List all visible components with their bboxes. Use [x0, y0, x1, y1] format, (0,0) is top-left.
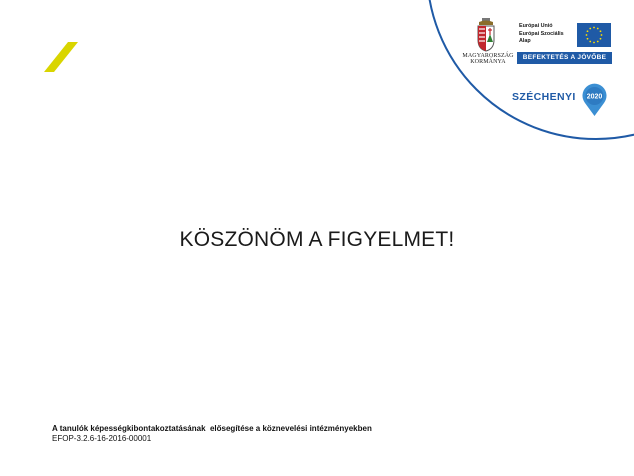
eu-star	[597, 28, 599, 30]
invest-banner: BEFEKTETÉS A JÖVŐBE	[517, 52, 612, 64]
eu-star	[587, 30, 589, 32]
eu-star	[597, 41, 599, 43]
yellow-slash-decoration	[44, 42, 78, 72]
slide-title: KÖSZÖNÖM A FIGYELMET!	[179, 228, 455, 251]
footer-project-title: A tanulók képességkibontakoztatásának elősegítése a köznevelési intézményekben	[52, 424, 372, 433]
eu-star	[593, 27, 595, 29]
eu-star	[600, 38, 602, 40]
szechenyi-2020-pin-icon	[581, 83, 608, 117]
eu-star	[600, 30, 602, 32]
eu-line-1: Európai Unió	[519, 23, 553, 29]
eu-logo-text	[519, 23, 579, 46]
eu-star	[601, 34, 603, 36]
eu-line-3: Alap	[519, 38, 531, 44]
eu-line-2: Európai Szociális	[519, 30, 564, 37]
eu-star	[589, 41, 591, 43]
szechenyi-brand: SZÉCHENYI	[512, 91, 576, 103]
eu-star	[587, 38, 589, 40]
logo-circle	[426, 0, 634, 140]
eu-star	[593, 42, 595, 44]
coat-of-arms-icon	[474, 18, 498, 52]
brand-year: 2020	[586, 93, 603, 101]
footer-project-code: EFOP-3.2.6-16-2016-00001	[52, 434, 152, 443]
gov-line-2: KORMÁNYA	[470, 59, 506, 65]
government-logo-text	[461, 53, 515, 65]
eu-flag-icon	[577, 23, 611, 47]
eu-star	[586, 34, 588, 36]
gov-line-1: MAGYARORSZÁG	[462, 53, 514, 59]
eu-star	[589, 28, 591, 30]
